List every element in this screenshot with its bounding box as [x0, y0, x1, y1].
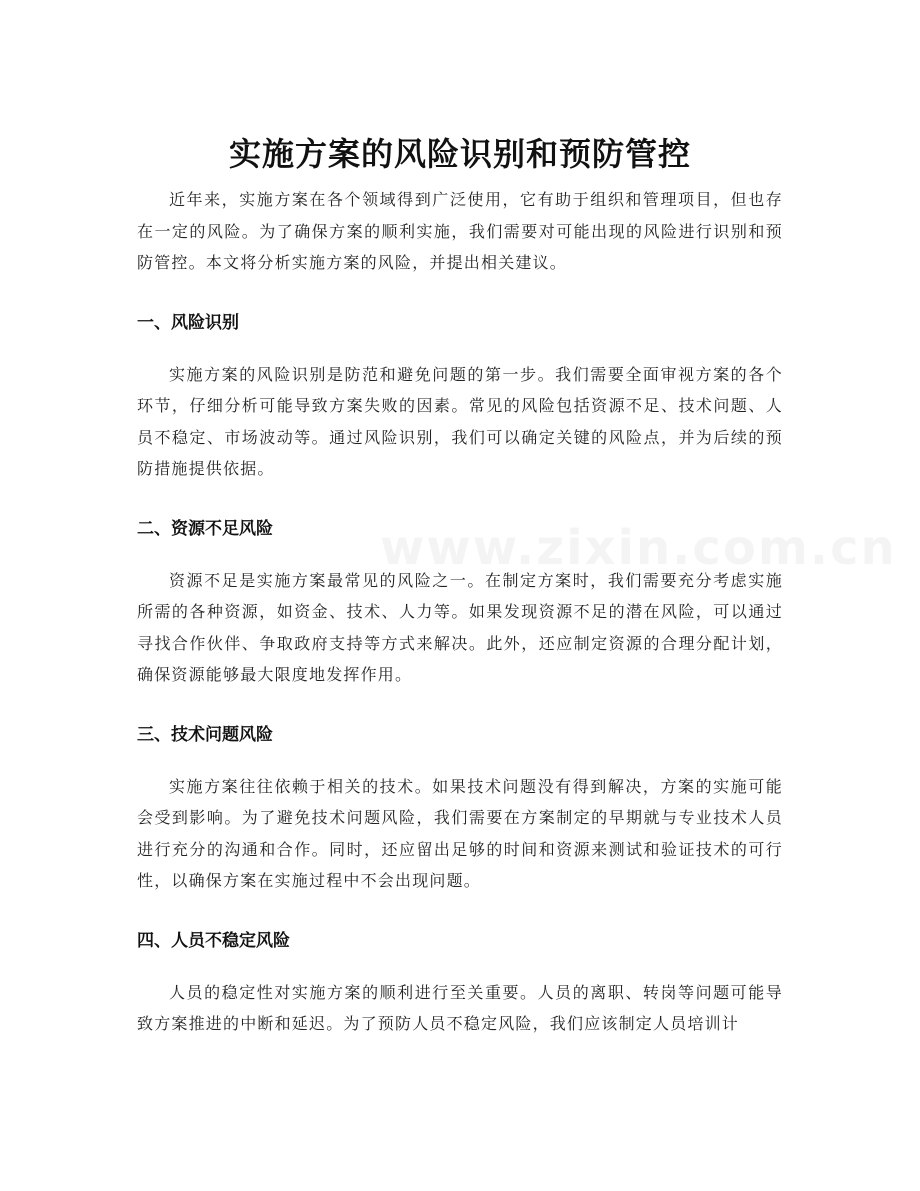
section-heading-technical-risk: 三、技术问题风险 [137, 724, 273, 745]
section-heading-risk-identification: 一、风险识别 [137, 312, 239, 333]
document-body [137, 184, 783, 1040]
section-heading-personnel-risk: 四、人员不稳定风险 [137, 930, 290, 951]
section-body-personnel-risk: 人员的稳定性对实施方案的顺利进行至关重要。人员的离职、转岗等问题可能导致方案推进的中断和延迟。为了预防人员不稳定风险，我们应该制定人员培训计 [137, 982, 783, 1033]
intro-paragraph: 近年来，实施方案在各个领域得到广泛使用，它有助于组织和管理项目，但也存在一定的风险。为了确保方案的顺利实施，我们需要对可能出现的风险进行识别和预防管控。本文将分析实施方案的风险，并提出相关建议。 [137, 190, 783, 272]
section-body-resource-risk: 资源不足是实施方案最常见的风险之一。在制定方案时，我们需要充分考虑实施所需的各种资源，如资金、技术、人力等。如果发现资源不足的潜在风险，可以通过寻找合作伙伴、争取政府支持等方式来解决。此外，还应制定资源的合理分配计划，确保资源能够最大限度地发挥作用。 [137, 570, 783, 684]
section-heading-resource-risk: 二、资源不足风险 [137, 518, 273, 539]
section-body-technical-risk: 实施方案往往依赖于相关的技术。如果技术问题没有得到解决，方案的实施可能会受到影响。为了避免技术问题风险，我们需要在方案制定的早期就与专业技术人员进行充分的沟通和合作。同时，还应留出足够的时间和资源来测试和验证技术的可行性，以确保方案在实施过程中不会出现问题。 [137, 776, 783, 890]
section-body-risk-identification: 实施方案的风险识别是防范和避免问题的第一步。我们需要全面审视方案的各个环节，仔细分析可能导致方案失败的因素。常见的风险包括资源不足、技术问题、人员不稳定、市场波动等。通过风险识别，我们可以确定关键的风险点，并为后续的预防措施提供依据。 [137, 364, 783, 478]
page-title: 实施方案的风险识别和预防管控 [228, 135, 691, 174]
